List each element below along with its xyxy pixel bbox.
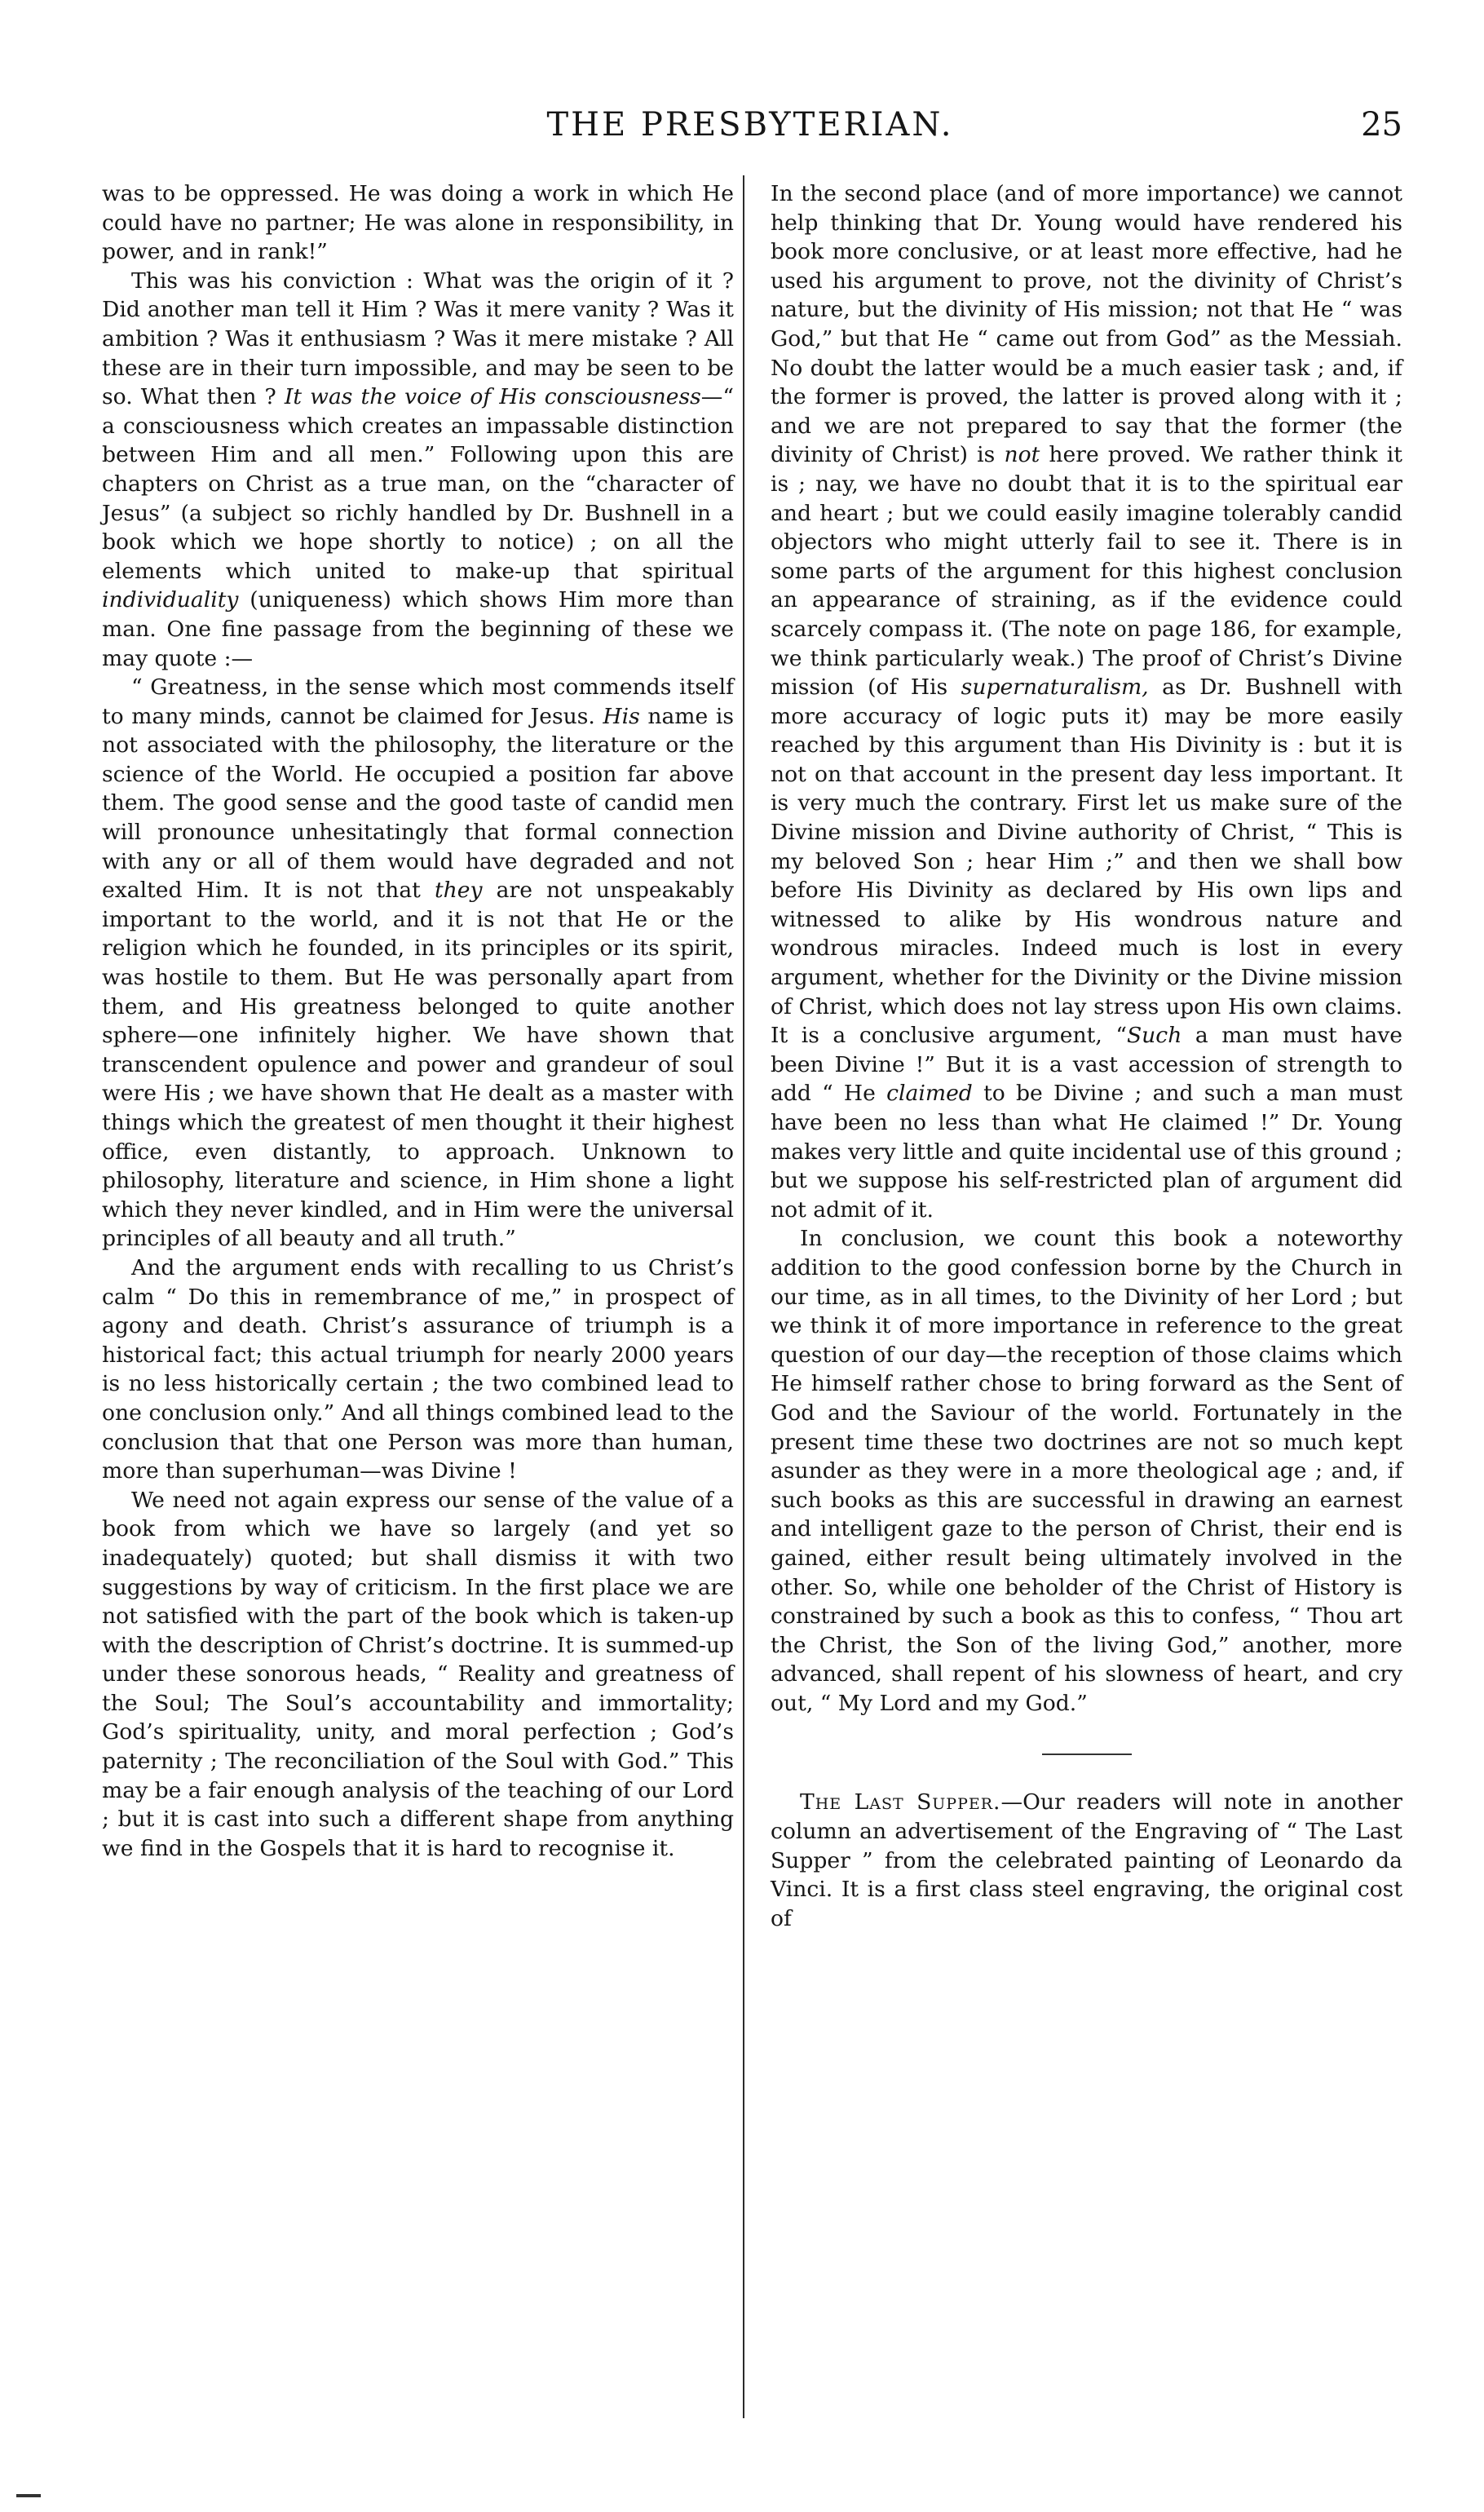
column-divider [743, 175, 744, 2418]
italic-phrase: individuality [102, 587, 239, 613]
italic-phrase: supernaturalism, [961, 674, 1149, 701]
paragraph-criticism: We need not again express our sense of the value of a book from which we have so largely (and yet so inadequately) quoted; but shall dismiss it with two suggestions by way of criticism. In the first place we are not satisfied with the part of the book which is taken-up with the description of Christ’s doctrine. It is summed-up under these sonorous heads, “ Reality and greatness of the Soul; The Soul’s accountability and immortality; God’s spirituality, unity, and moral perfection ; God’s paternity ; The reconciliation of the Soul with God.” This may be a fair enough analysis of the teaching of our Lord ; but it is cast into such a different shape from anything we find in the Gospels that it is hard to recognise it. [102, 1487, 734, 1861]
paragraph-last-supper: The Last Supper.—Our readers will note in another column an advertisement of the Engraving of “ The Last Supper ” from the celebrated painting of Leonardo da Vinci. It is a first class steel engraving, the original cost of [771, 1789, 1402, 1931]
section-heading: The Last Supper. [800, 1789, 1001, 1815]
page-edge-mark [16, 2494, 41, 2497]
italic-phrase: It was the voice of His consciousness [284, 384, 701, 410]
right-column [771, 179, 1402, 1933]
italic-phrase: they [434, 878, 483, 904]
paragraph-second-place: In the second place (and of more importance) we cannot help thinking that Dr. Young would have rendered his book more conclusive, or at least more effective, had he used his argument to prove, not the divinity of Christ’s nature, but the divinity of His mission; not that He “ was God,” but that He “ came out from God” as the Messiah. No doubt the latter would be a much easier task ; and, if the former is proved, the latter is proved along with it ; and we are not prepared to say that the former (the divinity of Christ) is not here proved. We rather think it is ; nay, we have no doubt that it is to the spiritual ear and heart ; but we could easily imagine tolerably candid objectors who might utterly fail to see it. There is in some parts of the argument for this highest conclusion an appearance of straining, as if the evidence could scarcely compass it. (The note on page 186, for example, we think particularly weak.) The proof of Christ’s Divine mission (of His supernaturalism, as Dr. Bushnell with more accuracy of logic puts it) may be more easily reached by this argument than His Divinity is : but it is not on that account in the present day less important. It is very much the contrary. First let us make sure of the Divine mission and Divine authority of Christ, “ This is my beloved Son ; hear Him ;” and then we shall bow before His Divinity as declared by His own lips and witnessed to alike by His wondrous nature and wondrous miracles. Indeed much is lost in every argument, whether for the Divinity or the Divine mission of Christ, which does not lay stress upon His own claims. It is a conclusive argument, “Such a man must have been Divine !” But it is a vast accession of strength to add “ He claimed to be Divine ; and such a man must have been no less than what He claimed !” Dr. Young makes very little and quite incidental use of this ground ; but we suppose his self-restricted plan of argument did not admit of it. [771, 181, 1402, 1223]
italic-phrase: not [1004, 442, 1040, 468]
page-header [98, 106, 1402, 155]
block-quote: “ Greatness, in the sense which most commends itself to many minds, cannot be claimed for Jesus. His name is not associated with the philosophy, the literature or the science of the World. He occupied a position far above them. The good sense and the good taste of candid men will pronounce unhesitatingly that formal connection with any or all of them would have degraded and not exalted Him. It is not that they are not unspeakably important to the world, and it is not that He or the religion which he founded, in its principles or its spirit, was hostile to them. But He was personally apart from them, and His greatness belonged to quite another sphere—one infinitely higher. We have shown that transcendent opulence and power and grandeur of soul were His ; we have shown that He dealt as a master with things which the greatest of men thought it their highest office, even distantly, to approach. Unknown to philosophy, literature and science, in Him shone a light which they never kindled, and in Him were the universal principles of all beauty and all truth.” [102, 674, 734, 1252]
section-separator [1042, 1754, 1132, 1755]
italic-phrase: Such [1126, 1023, 1182, 1049]
running-title: THE PRESBYTERIAN. [546, 106, 954, 144]
paragraph-argument-ends: And the argument ends with recalling to us Christ’s calm “ Do this in remembrance of me,” in prospect of agony and death. Christ’s assurance of triumph is a historical fact; this actual triumph for nearly 2000 years is no less historically certain ; the two combined lead to one conclusion only.” And all things combined lead to the conclusion that that one Person was more than human, more than superhuman—was Divine ! [102, 1254, 734, 1484]
left-column [102, 179, 734, 1863]
page-number: 25 [1361, 106, 1402, 144]
italic-phrase: claimed [886, 1081, 973, 1107]
paragraph-continued: was to be oppressed. He was doing a work in which He could have no partner; He was alone in responsibility, in power, and in rank!” [102, 181, 734, 265]
paragraph-conclusion: In conclusion, we count this book a noteworthy addition to the good confession borne by the Church in our time, as in all times, to the Divinity of her Lord ; but we think it of more importance in reference to the great question of our day—the reception of those claims which He himself rather chose to bring forward as the Sent of God and the Saviour of the world. Fortunately in the present time these two doctrines are not so much kept asunder as they were in a more theological age ; and, if such books as this are successful in drawing an earnest and intelligent gaze to the person of Christ, their end is gained, either result being ultimately involved in the other. So, while one beholder of the Christ of History is constrained by such a book as this to confess, “ Thou art the Christ, the Son of the living God,” another, more advanced, shall repent of his slowness of heart, and cry out, “ My Lord and my God.” [771, 1226, 1402, 1716]
italic-phrase: His [603, 703, 640, 729]
paragraph-conviction: This was his conviction : What was the origin of it ? Did another man tell it Him ? Was it mere vanity ? Was it ambition ? Was it enthusiasm ? Was it mere mistake ? All these are in their turn impossible, and may be seen to be so. What then ? It was the voice of His consciousness—“ a consciousness which creates an impassable distinction between Him and all men.” Following upon this are chapters on Christ as a true man, on the “character of Jesus” (a subject so richly handled by Dr. Bushnell in a book which we hope shortly to notice) ; on all the elements which united to make-up that spiritual individuality (uniqueness) which shows Him more than man. One fine passage from the beginning of these we may quote :— [102, 268, 734, 671]
